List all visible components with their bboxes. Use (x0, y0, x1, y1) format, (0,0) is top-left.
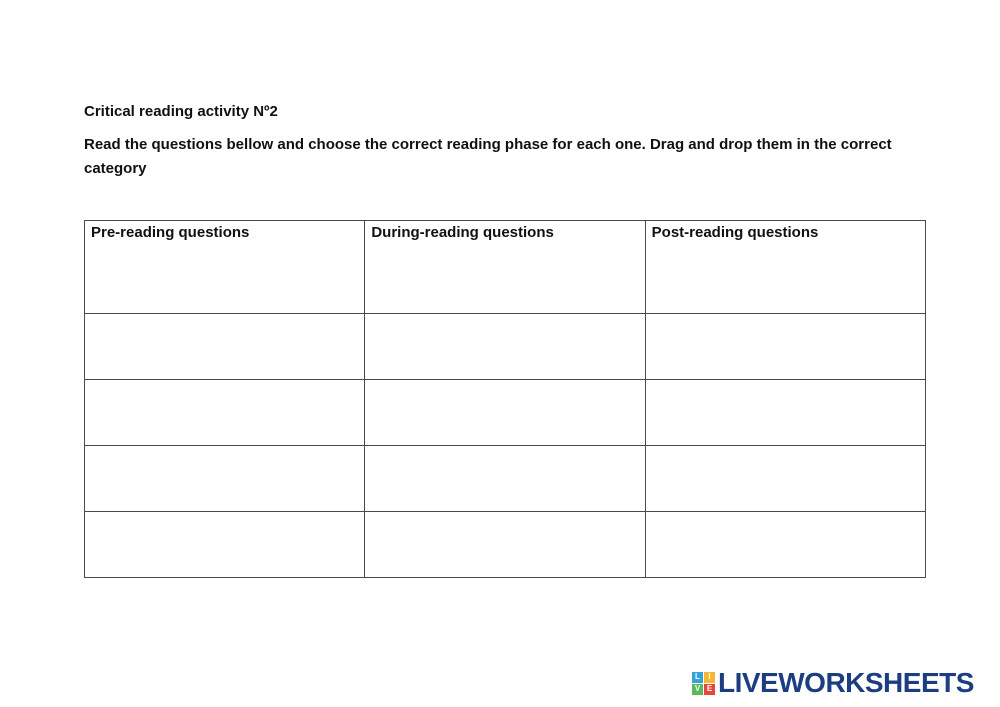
drop-cell-post-reading[interactable] (645, 314, 925, 380)
page-title: Critical reading activity Nº2 (84, 103, 278, 120)
table-row (85, 512, 926, 578)
drop-cell-during-reading[interactable] (365, 512, 645, 578)
drop-cell-pre-reading[interactable] (85, 512, 365, 578)
drop-cell-pre-reading[interactable] (85, 314, 365, 380)
liveworksheets-logo (692, 667, 974, 698)
drop-zone-pre-reading[interactable] (85, 221, 365, 314)
table-row (85, 380, 926, 446)
category-table (84, 220, 926, 578)
drop-cell-pre-reading[interactable] (85, 446, 365, 512)
drop-zone-during-reading[interactable] (365, 221, 645, 314)
drop-cell-during-reading[interactable] (365, 314, 645, 380)
logo-blocks-icon (692, 672, 715, 695)
drop-cell-post-reading[interactable] (645, 380, 925, 446)
column-header-during-reading: During-reading questions (371, 224, 554, 241)
column-header-post-reading: Post-reading questions (651, 224, 819, 241)
drop-zone-post-reading[interactable] (645, 221, 925, 314)
drop-cell-pre-reading[interactable] (85, 380, 365, 446)
table-row (85, 446, 926, 512)
column-header-pre-reading: Pre-reading questions (91, 224, 250, 241)
drop-cell-during-reading[interactable] (365, 380, 645, 446)
instructions-text: Read the questions bellow and choose the correct reading phase for each one. Drag and drop them in the correct category (84, 136, 892, 177)
logo-block: I (704, 672, 715, 683)
logo-block: V (692, 684, 703, 695)
table-row (85, 314, 926, 380)
logo-block: E (704, 684, 715, 695)
table-header-row (85, 221, 926, 314)
drop-cell-post-reading[interactable] (645, 446, 925, 512)
logo-block: L (692, 672, 703, 683)
drop-cell-post-reading[interactable] (645, 512, 925, 578)
drop-cell-during-reading[interactable] (365, 446, 645, 512)
logo-text: LIVEWORKSHEETS (718, 667, 974, 698)
